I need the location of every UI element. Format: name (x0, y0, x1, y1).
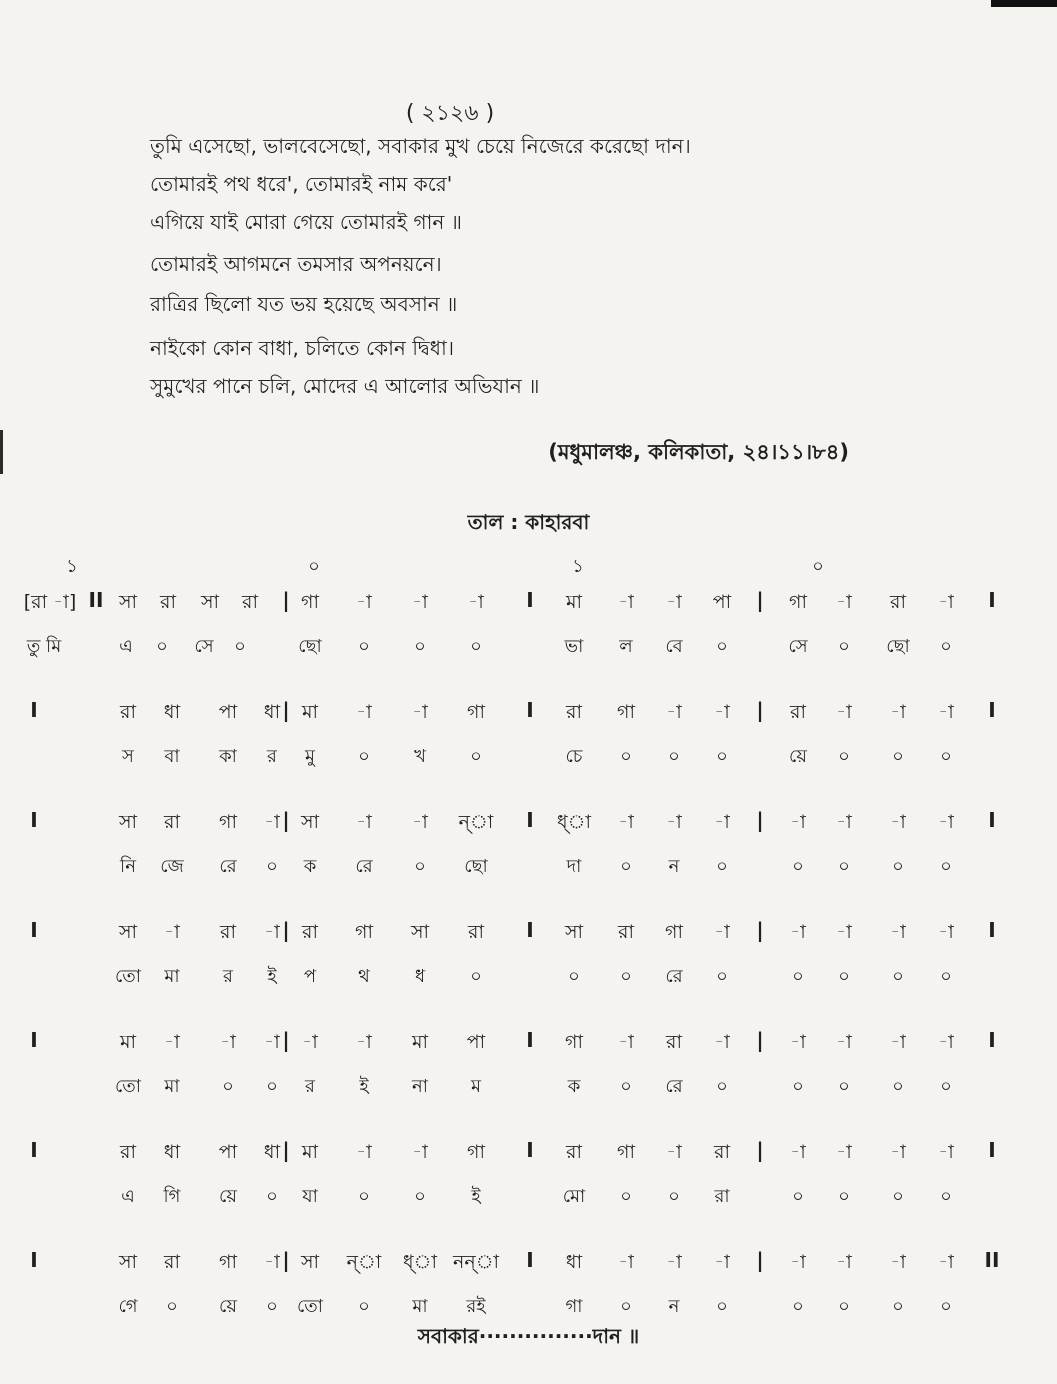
open-bar: I (30, 808, 38, 832)
swara-note: ধ্‌া (557, 811, 591, 833)
swara-note: -া (836, 921, 852, 943)
swara-note: -া (356, 811, 372, 833)
swara-note: সা (118, 591, 138, 613)
close-bar: I (988, 1138, 996, 1162)
composition-credit: (মধুমালঞ্চ, কলিকাতা, ২৪।১১।৮৪) (548, 440, 849, 464)
lyric-syllable: ০ (358, 636, 370, 657)
lyric-syllable: ০ (940, 1296, 952, 1317)
swara-note: মা (411, 1031, 429, 1053)
lyric-syllable: ০ (792, 1186, 804, 1207)
swara-note: -া (790, 811, 806, 833)
swara-note: -া (714, 1251, 730, 1273)
bar-line-major: I (526, 808, 534, 832)
bar-line: | (282, 1028, 290, 1052)
swara-note: রা (242, 591, 258, 613)
swara-note: পা (218, 1141, 238, 1163)
lyric-syllable: ধ (414, 966, 426, 987)
swara-note: -া (836, 811, 852, 833)
lyric-syllable: য়ে (219, 1296, 237, 1317)
swara-note: -া (890, 1141, 906, 1163)
lyric-syllable: ০ (940, 636, 952, 657)
lyric-syllable: গা (565, 1296, 583, 1317)
swara-note: ধা (565, 1251, 583, 1273)
lyric-syllable: রে (665, 1076, 683, 1097)
bar-line-major: I (526, 588, 534, 612)
swara-note: মা (565, 591, 583, 613)
swara-note: রা (164, 811, 180, 833)
bar-line: | (282, 588, 290, 612)
lyric-syllable: ০ (838, 636, 850, 657)
swara-note: -া (938, 591, 954, 613)
swara-note: -া (356, 1031, 372, 1053)
close-bar: I (988, 808, 996, 832)
beat-mark: ১ (572, 556, 584, 577)
lyric-syllable: ০ (568, 966, 580, 987)
lyric-syllable: মা (412, 1296, 428, 1317)
open-bar: II (88, 588, 104, 612)
close-bar: I (988, 1028, 996, 1052)
lyric-syllable: ০ (892, 1296, 904, 1317)
lyric-syllable: এ (121, 1186, 135, 1207)
lyric-line: এগিয়ে যাই মোরা গেয়ে তোমারই গান ॥ (150, 210, 462, 234)
lyric-syllable: নি (120, 856, 136, 877)
swara-note: -া (468, 591, 484, 613)
swara-note: -া (356, 701, 372, 723)
notation-row (0, 698, 1057, 808)
bar-line: | (756, 698, 764, 722)
lyric-syllable: ০ (266, 1076, 278, 1097)
swara-note: রা (160, 591, 176, 613)
lyric-syllable: ০ (892, 966, 904, 987)
lyric-syllable: রই (466, 1296, 486, 1317)
lyric-syllable: ০ (716, 636, 728, 657)
swara-note: মা (119, 1031, 137, 1053)
lyric-syllable: প (303, 966, 317, 987)
lyric-syllable: ০ (470, 636, 482, 657)
swara-note: -া (938, 1141, 954, 1163)
swara-note: -া (790, 1031, 806, 1053)
swara-note: গা (789, 591, 807, 613)
swara-note: -া (618, 811, 634, 833)
lyric-syllable: সে (788, 636, 808, 657)
swara-note: -া (412, 1141, 428, 1163)
lyric-syllable: তো (114, 966, 142, 987)
open-bar: I (30, 1138, 38, 1162)
notation-row (0, 808, 1057, 918)
bar-line-major: I (526, 1138, 534, 1162)
swara-note: রা (714, 1141, 730, 1163)
lyric-syllable: ০ (792, 966, 804, 987)
swara-note: সা (410, 921, 430, 943)
lyric-syllable: য়ে (789, 746, 807, 767)
lyric-syllable: খ (414, 746, 426, 767)
lyric-syllable: ০ (892, 856, 904, 877)
lyric-syllable: য়ে (219, 1186, 237, 1207)
lyric-syllable: ০ (716, 966, 728, 987)
swara-note: -া (714, 1031, 730, 1053)
lyric-syllable: ০ (668, 746, 680, 767)
lyric-syllable: ০ (792, 1296, 804, 1317)
swara-note: রা (566, 1141, 582, 1163)
top-edge-bar (991, 0, 1057, 7)
lyric-syllable: ০ (166, 1296, 178, 1317)
lyric-line: সুমুখের পানে চলি, মোদের এ আলোর অভিযান ॥ (150, 374, 540, 398)
swara-note: সা (118, 1251, 138, 1273)
lyric-syllable: ০ (892, 1186, 904, 1207)
lyric-syllable: ০ (620, 746, 632, 767)
lyric-syllable: ০ (940, 1076, 952, 1097)
lyric-syllable: জে (160, 856, 184, 877)
lyric-syllable: গে (118, 1296, 138, 1317)
bar-line: | (282, 808, 290, 832)
swara-note: -া (938, 811, 954, 833)
lyric-syllable: ০ (838, 746, 850, 767)
lyric-syllable: ০ (838, 1076, 850, 1097)
lyric-syllable: বা (164, 746, 180, 767)
lyric-syllable: ন (668, 1296, 680, 1317)
lyric-syllable: ০ (620, 966, 632, 987)
lyric-syllable: ০ (838, 1296, 850, 1317)
lyric-syllable: ০ (266, 1186, 278, 1207)
lyric-syllable: না (412, 1076, 428, 1097)
swara-note: -া (666, 1251, 682, 1273)
swara-note: -া (666, 811, 682, 833)
swara-note: -া (938, 921, 954, 943)
notation-row (0, 588, 1057, 698)
swara-note: -া (220, 1031, 236, 1053)
swara-note: -া (790, 921, 806, 943)
lyric-syllable: ০ (414, 1186, 426, 1207)
open-bar: I (30, 918, 38, 942)
swara-note: সা (118, 811, 138, 833)
swara-note: গা (617, 1141, 635, 1163)
swara-note: মা (301, 701, 319, 723)
bar-line-major: I (526, 1248, 534, 1272)
swara-note: -া (302, 1031, 318, 1053)
swara-note: ধ্‌া (403, 1251, 437, 1273)
tala-heading: তাল : কাহারবা (467, 510, 590, 534)
lyric-syllable: ০ (716, 856, 728, 877)
swara-note: সা (300, 811, 320, 833)
bar-line: | (756, 808, 764, 832)
bar-line: | (756, 1138, 764, 1162)
lyric-syllable: ০ (470, 966, 482, 987)
swara-note: রা (566, 701, 582, 723)
open-bar: I (30, 698, 38, 722)
lyric-syllable: ০ (940, 856, 952, 877)
bar-line: | (756, 1028, 764, 1052)
lyric-syllable: ০ (620, 1296, 632, 1317)
lyric-syllable: ০ (414, 636, 426, 657)
swara-note: সা (200, 591, 220, 613)
swara-note: মা (301, 1141, 319, 1163)
lyric-syllable: ই (471, 1186, 481, 1207)
open-bar: I (30, 1248, 38, 1272)
swara-note: নন্‌া (453, 1251, 499, 1273)
swara-note: রা (618, 921, 634, 943)
swara-note: -া (264, 1251, 280, 1273)
lyric-syllable: ছো (298, 636, 322, 657)
swara-note: ধা (263, 1141, 281, 1163)
lyric-line: তোমারই আগমনে তমসার অপনয়নে। (150, 252, 442, 276)
swara-note: -া (714, 921, 730, 943)
swara-note: রা (790, 701, 806, 723)
lyric-syllable: ০ (620, 1186, 632, 1207)
lyric-syllable: ০ (668, 1186, 680, 1207)
lyric-syllable: ০ (792, 856, 804, 877)
lyric-syllable: রা (714, 1186, 730, 1207)
lyric-syllable: ০ (940, 746, 952, 767)
lyric-syllable: রে (355, 856, 373, 877)
lyric-syllable: ০ (792, 1076, 804, 1097)
open-bar: I (30, 1028, 38, 1052)
swara-note: রা (666, 1031, 682, 1053)
lyric-line: রাত্রির ছিলো যত ভয় হয়েছে অবসান ॥ (150, 292, 458, 316)
song-number: ( ২১২৬ ) (405, 101, 495, 126)
swara-note: -া (836, 1251, 852, 1273)
lyric-syllable: মা (164, 1076, 180, 1097)
swara-note: গা (219, 1251, 237, 1273)
swara-note: -া (618, 591, 634, 613)
lyric-syllable: ম (471, 1076, 481, 1097)
bar-line: | (756, 588, 764, 612)
lyric-syllable: ০ (716, 1296, 728, 1317)
lyric-syllable: স (122, 746, 134, 767)
lyric-syllable: ০ (358, 746, 370, 767)
close-bar: I (988, 918, 996, 942)
swara-note: গা (219, 811, 237, 833)
lyric-line: তুমি এসেছো, ভালবেসেছো, সবাকার মুখ চেয়ে নিজেরে করেছো দান। (150, 134, 691, 158)
swara-note: সা (564, 921, 584, 943)
lyric-syllable: তো (114, 1076, 142, 1097)
lyric-syllable: ০ (358, 1186, 370, 1207)
swara-note: ন্‌া (346, 1251, 382, 1273)
lead-syllables: তু মি (26, 636, 62, 657)
notation-table (0, 552, 1057, 1358)
lyric-syllable: ০ (940, 1186, 952, 1207)
lyric-syllable: ই (267, 966, 277, 987)
lead-notes: [রা -া] (23, 591, 77, 613)
swara-note: -া (790, 1251, 806, 1273)
bar-line: | (282, 1138, 290, 1162)
swara-note: -া (890, 1031, 906, 1053)
swara-note: রা (120, 701, 136, 723)
swara-note: রা (120, 1141, 136, 1163)
swara-note: -া (836, 1031, 852, 1053)
swara-note: পা (466, 1031, 486, 1053)
swara-note: -া (412, 591, 428, 613)
lyric-syllable: ০ (940, 966, 952, 987)
swara-note: -া (618, 1031, 634, 1053)
lyric-syllable: ০ (838, 1186, 850, 1207)
swara-note: -া (164, 1031, 180, 1053)
swara-note: -া (836, 591, 852, 613)
swara-note: পা (218, 701, 238, 723)
swara-note: -া (714, 701, 730, 723)
lyric-syllable: ন (668, 856, 680, 877)
lyric-syllable: ০ (620, 1076, 632, 1097)
lyric-syllable: চে (565, 746, 583, 767)
lyric-syllable: র (267, 746, 277, 767)
lyric-syllable: ০ (266, 856, 278, 877)
lyric-syllable: ছো (464, 856, 488, 877)
bar-line: | (756, 918, 764, 942)
beat-marks (0, 552, 1057, 588)
swara-note: -া (666, 591, 682, 613)
lyric-syllable: ০ (838, 966, 850, 987)
notation-row (0, 918, 1057, 1028)
lyric-syllable: ০ (156, 636, 168, 657)
lyric-syllable: ভা (564, 636, 584, 657)
swara-note: -া (264, 811, 280, 833)
swara-note: -া (890, 811, 906, 833)
swara-note: -া (890, 1251, 906, 1273)
swara-note: -া (938, 1251, 954, 1273)
lyrics-block (150, 132, 910, 400)
lyric-syllable: কা (219, 746, 237, 767)
lyric-syllable: দা (566, 856, 582, 877)
swara-note: গা (301, 591, 319, 613)
lyric-syllable: ০ (234, 636, 246, 657)
swara-note: পা (712, 591, 732, 613)
bar-line: | (282, 918, 290, 942)
close-bar: I (988, 698, 996, 722)
beat-mark: ১ (66, 556, 78, 577)
lyric-syllable: ০ (716, 746, 728, 767)
swara-note: -া (264, 1031, 280, 1053)
lyric-syllable: থ (358, 966, 370, 987)
lyric-syllable: ছো (886, 636, 910, 657)
swara-note: ধা (263, 701, 281, 723)
swara-note: -া (666, 1141, 682, 1163)
lyric-syllable: ই (359, 1076, 369, 1097)
lyric-line: তোমারই পথ ধরে', তোমারই নাম করে' (150, 172, 453, 196)
lyric-syllable: ল (619, 636, 633, 657)
swara-note: সা (118, 921, 138, 943)
lyric-syllable: ০ (470, 746, 482, 767)
swara-note: ধা (163, 1141, 181, 1163)
swara-note: রা (302, 921, 318, 943)
lyric-syllable: ০ (716, 1076, 728, 1097)
swara-note: রা (220, 921, 236, 943)
bar-line-major: I (526, 698, 534, 722)
swara-note: -া (356, 1141, 372, 1163)
lyric-syllable: মা (164, 966, 180, 987)
lyric-syllable: র (305, 1076, 315, 1097)
lyric-syllable: গি (163, 1186, 181, 1207)
swara-note: -া (836, 701, 852, 723)
swara-note: -া (618, 1251, 634, 1273)
lyric-syllable: এ (119, 636, 133, 657)
lyric-syllable: ০ (266, 1296, 278, 1317)
swara-note: রা (890, 591, 906, 613)
swara-note: -া (164, 921, 180, 943)
notation-row (0, 1028, 1057, 1138)
lyric-syllable: ক (303, 856, 317, 877)
lyric-syllable: র (223, 966, 233, 987)
refrain-footer: সবাকার···············দান ॥ (417, 1324, 640, 1348)
swara-note: সা (300, 1251, 320, 1273)
beat-mark: ০ (812, 556, 824, 577)
lyric-syllable: মো (562, 1186, 586, 1207)
page-edge-mark (0, 430, 3, 474)
close-bar: I (988, 588, 996, 612)
bar-line: | (282, 1248, 290, 1272)
swara-note: ধা (163, 701, 181, 723)
lyric-syllable: ক (567, 1076, 581, 1097)
swara-note: -া (790, 1141, 806, 1163)
swara-note: -া (714, 811, 730, 833)
swara-note: গা (355, 921, 373, 943)
swara-note: রা (164, 1251, 180, 1273)
swara-note: গা (565, 1031, 583, 1053)
bar-line: | (756, 1248, 764, 1272)
swara-note: -া (890, 701, 906, 723)
swara-note: -া (836, 1141, 852, 1163)
lyric-syllable: ০ (414, 856, 426, 877)
swara-note: -া (412, 701, 428, 723)
bar-line: | (282, 698, 290, 722)
lyric-syllable: ০ (620, 856, 632, 877)
lyric-syllable: সে (194, 636, 214, 657)
bar-line-major: I (526, 1028, 534, 1052)
swara-note: -া (356, 591, 372, 613)
close-bar: II (984, 1248, 1000, 1272)
lyric-syllable: ০ (838, 856, 850, 877)
swara-note: গা (665, 921, 683, 943)
lyric-syllable: মু (305, 746, 315, 767)
swara-note: ন্‌া (458, 811, 494, 833)
lyric-syllable: রে (219, 856, 237, 877)
swara-note: -া (938, 701, 954, 723)
swara-note: -া (938, 1031, 954, 1053)
lyric-syllable: ০ (358, 1296, 370, 1317)
beat-mark: ০ (308, 556, 320, 577)
swara-note: গা (467, 701, 485, 723)
lyric-syllable: বে (665, 636, 683, 657)
lyric-syllable: ০ (892, 1076, 904, 1097)
bar-line-major: I (526, 918, 534, 942)
swara-note: রা (468, 921, 484, 943)
swara-note: -া (412, 811, 428, 833)
swara-note: -া (890, 921, 906, 943)
lyric-syllable: ০ (892, 746, 904, 767)
lyric-syllable: যা (302, 1186, 318, 1207)
swara-note: -া (264, 921, 280, 943)
lyric-syllable: তো (296, 1296, 324, 1317)
swara-note: গা (617, 701, 635, 723)
swara-note: -া (666, 701, 682, 723)
notation-row (0, 1138, 1057, 1248)
swara-note: গা (467, 1141, 485, 1163)
lyric-syllable: রে (665, 966, 683, 987)
lyric-syllable: ০ (222, 1076, 234, 1097)
lyric-line: নাইকো কোন বাধা, চলিতে কোন দ্বিধা। (150, 336, 454, 360)
